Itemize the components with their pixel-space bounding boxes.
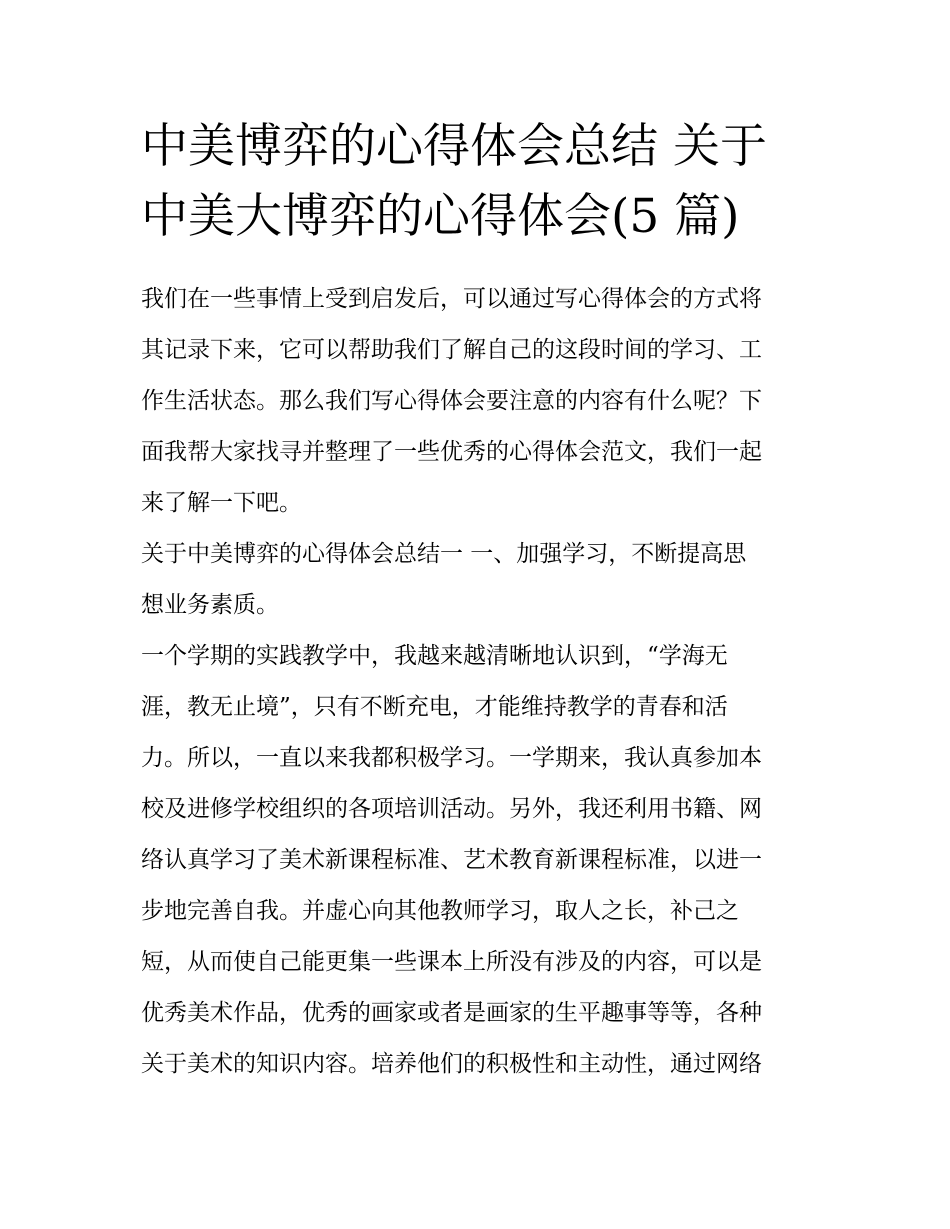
text-line: 关于美术的知识内容。培养他们的积极性和主动性，通过网络 <box>141 1051 762 1077</box>
text-line: 力。所以，一直以来我都积极学习。一学期来，我认真参加本 <box>141 745 762 771</box>
text-line: 其记录下来，它可以帮助我们了解自己的这段时间的学习、工 <box>141 337 762 363</box>
text-line: 面我帮大家找寻并整理了一些优秀的心得体会范文，我们一起 <box>141 439 762 465</box>
text-line: 想业务素质。 <box>141 592 279 618</box>
text-line: 我们在一些事情上受到启发后，可以通过写心得体会的方式将 <box>141 286 762 312</box>
document-body <box>141 274 841 1090</box>
text-line: 涯，教无止境”，只有不断充电，才能维持教学的青春和活 <box>141 694 728 720</box>
title-line: 中美博弈的心得体会总结 关于 <box>141 119 767 174</box>
intro-paragraph <box>141 274 841 529</box>
text-line: 来了解一下吧。 <box>141 490 302 516</box>
text-line: 短，从而使自己能更集一些课本上所没有涉及的内容，可以是 <box>141 949 762 975</box>
text-line: 一个学期的实践教学中，我越来越清晰地认识到，“学海无 <box>141 643 728 669</box>
body-paragraph <box>141 631 841 1090</box>
document-title <box>141 112 841 252</box>
title-line: 中美大博弈的心得体会(5 篇) <box>141 189 740 244</box>
section-heading-paragraph <box>141 529 841 631</box>
text-line: 步地完善自我。并虚心向其他教师学习，取人之长，补己之 <box>141 898 739 924</box>
text-line: 关于中美博弈的心得体会总结一 一、加强学习，不断提高思 <box>141 541 747 567</box>
text-line: 校及进修学校组织的各项培训活动。另外，我还利用书籍、网 <box>141 796 762 822</box>
text-line: 络认真学习了美术新课程标准、艺术教育新课程标准，以进一 <box>141 847 762 873</box>
text-line: 作生活状态。那么我们写心得体会要注意的内容有什么呢？下 <box>141 388 762 414</box>
text-line: 优秀美术作品，优秀的画家或者是画家的生平趣事等等，各种 <box>141 1000 762 1026</box>
